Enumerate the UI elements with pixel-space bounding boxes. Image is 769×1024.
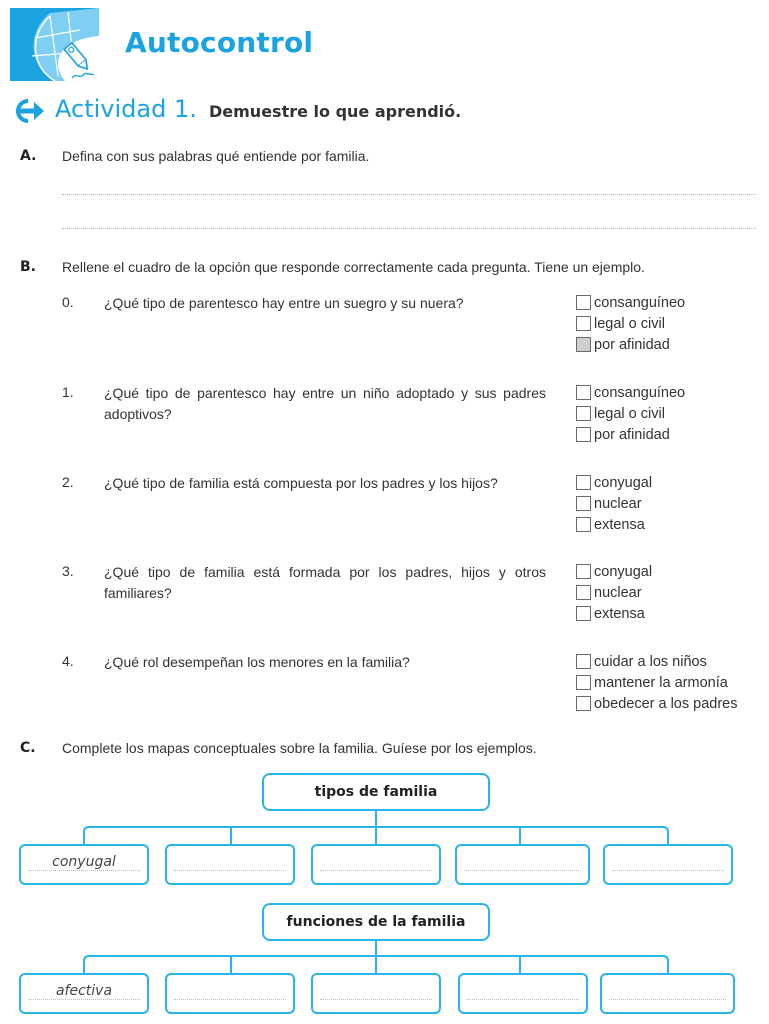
option-group bbox=[576, 292, 685, 355]
map-leaf-blank[interactable] bbox=[458, 973, 588, 1014]
question-number: 4. bbox=[62, 653, 74, 669]
option-label: nuclear bbox=[594, 584, 642, 601]
checkbox[interactable] bbox=[576, 427, 591, 442]
page-title: Autocontrol bbox=[125, 26, 314, 59]
section-c-instruction: Complete los mapas conceptuales sobre la familia. Guíese por los ejemplos. bbox=[62, 740, 537, 756]
checkbox[interactable] bbox=[576, 675, 591, 690]
option-item[interactable] bbox=[576, 561, 652, 582]
checkbox[interactable] bbox=[576, 337, 591, 352]
option-label: obedecer a los padres bbox=[594, 695, 738, 712]
globe-pencil-icon bbox=[10, 8, 99, 81]
fill-line bbox=[174, 870, 286, 871]
leaf-text: conyugal bbox=[52, 854, 116, 870]
fill-line bbox=[174, 999, 286, 1000]
option-label: cuidar a los niños bbox=[594, 653, 707, 670]
option-item[interactable] bbox=[576, 472, 652, 493]
checkbox[interactable] bbox=[576, 517, 591, 532]
option-label: extensa bbox=[594, 516, 645, 533]
option-item[interactable] bbox=[576, 582, 652, 603]
option-group bbox=[576, 382, 685, 445]
option-item[interactable] bbox=[576, 334, 685, 355]
section-c-letter: C. bbox=[20, 740, 36, 756]
option-label: mantener la armonía bbox=[594, 674, 728, 691]
option-label: consanguíneo bbox=[594, 294, 686, 311]
fill-line bbox=[609, 999, 726, 1000]
answer-line-2[interactable] bbox=[62, 228, 756, 229]
section-a-letter: A. bbox=[20, 148, 37, 164]
checkbox[interactable] bbox=[576, 654, 591, 669]
fill-line bbox=[28, 870, 140, 871]
option-label: nuclear bbox=[594, 495, 642, 512]
option-item[interactable] bbox=[576, 424, 685, 445]
option-label: por afinidad bbox=[594, 426, 670, 443]
checkbox[interactable] bbox=[576, 585, 591, 600]
map-root-node: funciones de la familia bbox=[262, 903, 490, 941]
question-text: ¿Qué tipo de parentesco hay entre un suegro y su nuera? bbox=[104, 295, 464, 311]
answer-line-1[interactable] bbox=[62, 194, 756, 195]
option-label: conyugal bbox=[594, 474, 653, 491]
question-number: 1. bbox=[62, 384, 74, 400]
checkbox[interactable] bbox=[576, 564, 591, 579]
fill-line bbox=[320, 870, 432, 871]
option-label: por afinidad bbox=[594, 336, 670, 353]
checkbox[interactable] bbox=[576, 295, 591, 310]
question-number: 3. bbox=[62, 563, 74, 579]
map-leaf-blank[interactable] bbox=[165, 973, 295, 1014]
checkbox[interactable] bbox=[576, 696, 591, 711]
option-group bbox=[576, 651, 738, 714]
option-item[interactable] bbox=[576, 313, 685, 334]
option-item[interactable] bbox=[576, 672, 738, 693]
question-text: ¿Qué tipo de parentesco hay entre un niño adoptado y sus padres adoptivos? bbox=[104, 385, 546, 422]
map-leaf-blank[interactable] bbox=[455, 844, 590, 885]
checkbox[interactable] bbox=[576, 316, 591, 331]
option-item[interactable] bbox=[576, 651, 738, 672]
option-group bbox=[576, 561, 652, 624]
option-label: conyugal bbox=[594, 563, 653, 580]
question-text: ¿Qué tipo de familia está compuesta por los padres y los hijos? bbox=[104, 475, 498, 491]
option-item[interactable] bbox=[576, 382, 685, 403]
map-root-node: tipos de familia bbox=[262, 773, 490, 811]
checkbox[interactable] bbox=[576, 385, 591, 400]
option-item[interactable] bbox=[576, 693, 738, 714]
map-leaf-blank[interactable] bbox=[165, 844, 295, 885]
map-leaf-example bbox=[19, 844, 149, 885]
option-item[interactable] bbox=[576, 603, 652, 624]
checkbox[interactable] bbox=[576, 406, 591, 421]
activity-title: Actividad 1. bbox=[55, 95, 197, 123]
checkbox[interactable] bbox=[576, 496, 591, 511]
option-group bbox=[576, 472, 652, 535]
map-leaf-blank[interactable] bbox=[311, 973, 441, 1014]
fill-line bbox=[464, 870, 581, 871]
option-item[interactable] bbox=[576, 514, 652, 535]
option-item[interactable] bbox=[576, 292, 685, 313]
section-a-instruction: Defina con sus palabras qué entiende por familia. bbox=[62, 148, 370, 164]
question-number: 0. bbox=[62, 294, 74, 310]
arrow-right-circle-icon bbox=[16, 99, 46, 123]
fill-line bbox=[28, 999, 140, 1000]
option-label: legal o civil bbox=[594, 315, 665, 332]
checkbox[interactable] bbox=[576, 606, 591, 621]
map-leaf-blank[interactable] bbox=[311, 844, 441, 885]
option-item[interactable] bbox=[576, 493, 652, 514]
section-b-instruction: Rellene el cuadro de la opción que responde correctamente cada pregunta. Tiene un ejemplo. bbox=[62, 259, 645, 275]
question-number: 2. bbox=[62, 474, 74, 490]
fill-line bbox=[467, 999, 579, 1000]
option-label: legal o civil bbox=[594, 405, 665, 422]
option-label: extensa bbox=[594, 605, 645, 622]
map-leaf-blank[interactable] bbox=[603, 844, 733, 885]
leaf-text: afectiva bbox=[55, 983, 113, 999]
question-text: ¿Qué rol desempeñan los menores en la familia? bbox=[104, 654, 410, 670]
option-label: consanguíneo bbox=[594, 384, 686, 401]
option-item[interactable] bbox=[576, 403, 685, 424]
activity-subtitle: Demuestre lo que aprendió. bbox=[209, 102, 462, 121]
checkbox[interactable] bbox=[576, 475, 591, 490]
question-text: ¿Qué tipo de familia está formada por los padres, hijos y otros familiares? bbox=[104, 564, 546, 601]
map-leaf-example bbox=[19, 973, 149, 1014]
map-leaf-blank[interactable] bbox=[600, 973, 735, 1014]
fill-line bbox=[612, 870, 724, 871]
section-b-letter: B. bbox=[20, 259, 36, 275]
fill-line bbox=[320, 999, 432, 1000]
